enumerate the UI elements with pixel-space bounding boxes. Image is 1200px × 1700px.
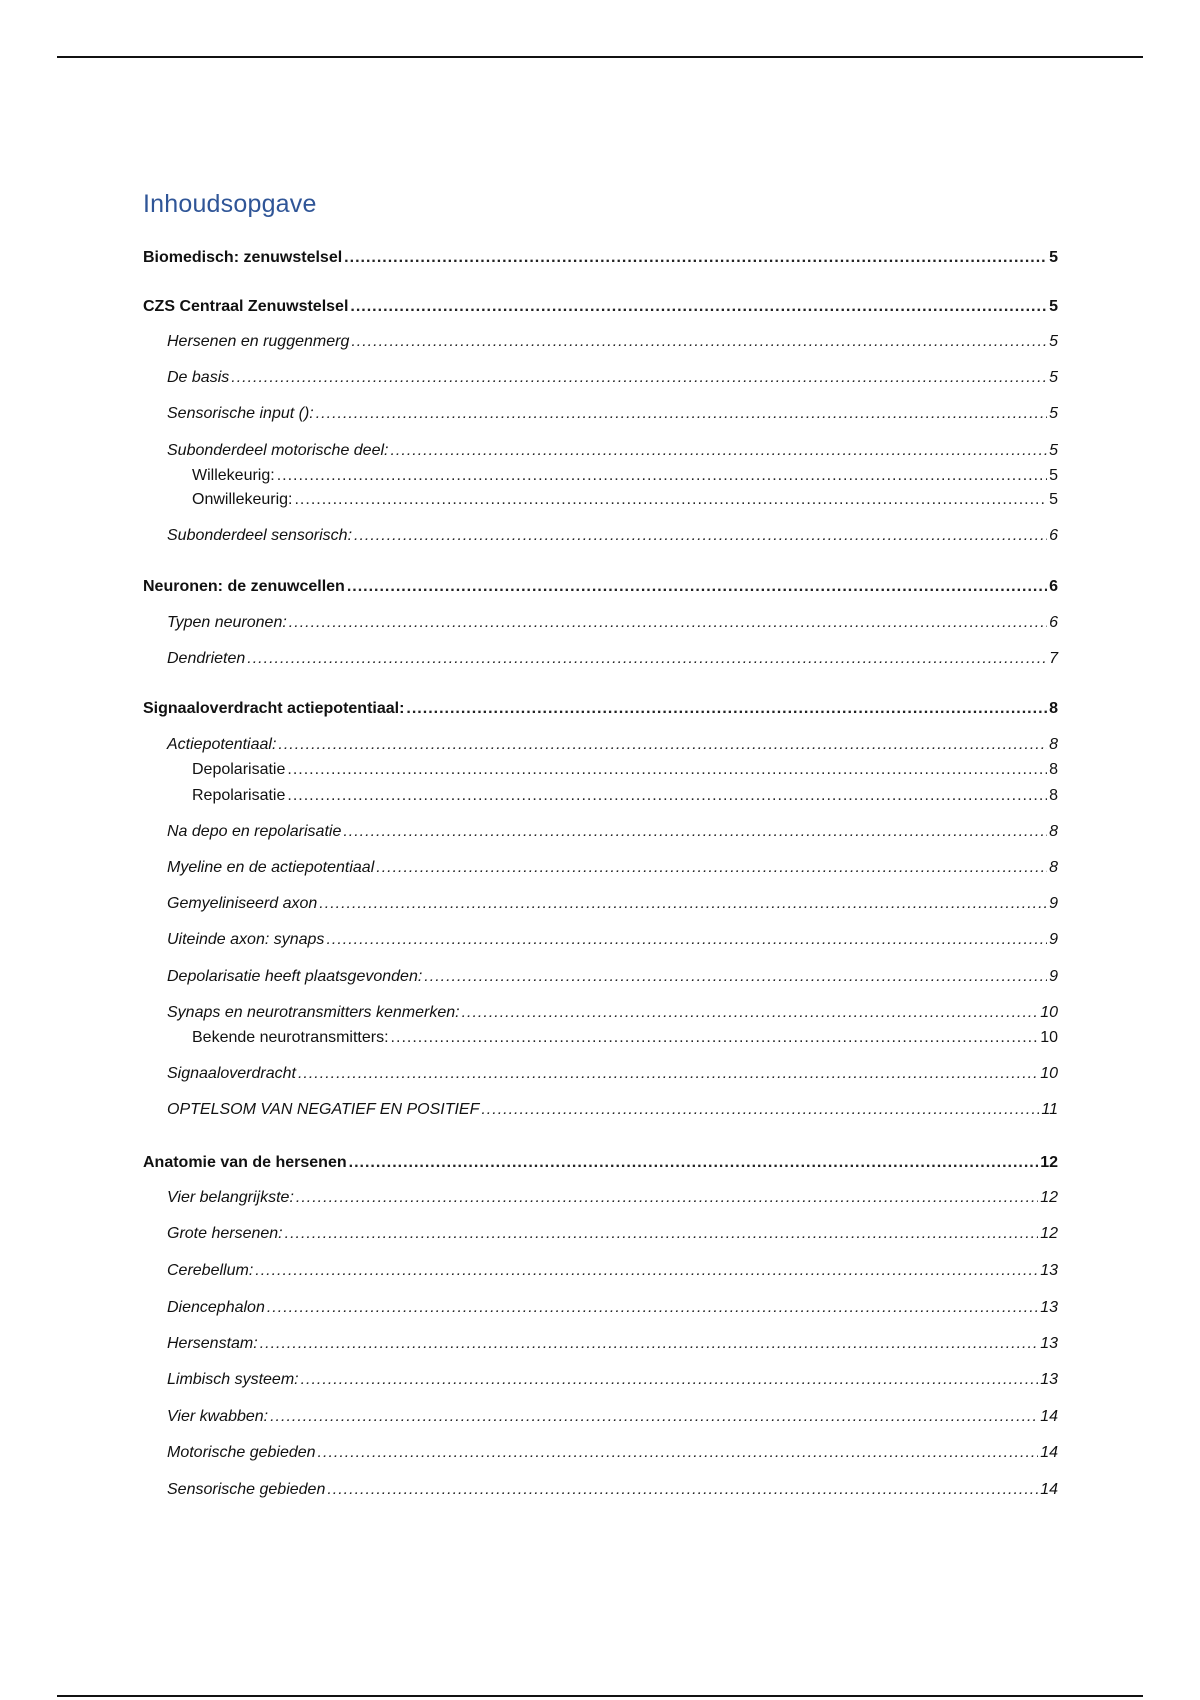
toc-entry-page: 5 [1049, 333, 1058, 350]
toc-entry-page: 9 [1049, 895, 1058, 912]
toc-dot-leader [424, 967, 1047, 987]
toc-entry[interactable] [192, 490, 1058, 510]
toc-entry-title: Onwillekeurig: [192, 491, 293, 508]
page-title: Inhoudsopgave [143, 190, 317, 218]
toc-entry-page: 11 [1041, 1101, 1058, 1118]
toc-entry[interactable] [167, 1261, 1058, 1281]
toc-entry-title: Na depo en repolarisatie [167, 823, 342, 840]
toc-entry-page: 9 [1049, 968, 1058, 985]
toc-entry[interactable] [167, 1224, 1058, 1244]
toc-dot-leader [277, 466, 1047, 486]
toc-entry[interactable] [167, 332, 1058, 352]
toc-entry-page: 6 [1049, 527, 1058, 544]
toc-entry-title: Myeline en de actiepotentiaal [167, 859, 375, 876]
toc-dot-leader [296, 1188, 1038, 1208]
toc-entry-page: 9 [1049, 931, 1058, 948]
toc-entry-page: 10 [1040, 1065, 1058, 1082]
toc-entry-title: Depolarisatie heeft plaatsgevonden: [167, 968, 423, 985]
toc-entry-title: Typen neuronen: [167, 614, 287, 631]
toc-entry-title: Hersenen en ruggenmerg [167, 333, 350, 350]
toc-dot-leader [270, 1407, 1038, 1427]
toc-entry-page: 10 [1040, 1004, 1058, 1021]
toc-entry-title: Biomedisch: zenuwstelsel [143, 249, 343, 266]
toc-entry-title: Gemyeliniseerd axon [167, 895, 318, 912]
toc-entry[interactable] [167, 613, 1058, 633]
toc-entry-title: Grote hersenen: [167, 1225, 283, 1242]
toc-entry-title: Diencephalon [167, 1299, 265, 1316]
toc-dot-leader [301, 1370, 1039, 1390]
toc-entry[interactable] [167, 1480, 1058, 1500]
toc-entry[interactable] [167, 1003, 1058, 1023]
toc-entry-page: 12 [1040, 1189, 1058, 1206]
toc-entry-page: 5 [1049, 298, 1058, 315]
toc-entry-title: Sensorische gebieden [167, 1481, 326, 1498]
toc-entry[interactable] [167, 441, 1058, 461]
toc-entry-title: Bekende neurotransmitters: [192, 1029, 389, 1046]
toc-entry-title: Anatomie van de hersenen [143, 1154, 347, 1171]
toc-entry[interactable] [192, 466, 1058, 486]
toc-dot-leader [347, 577, 1047, 597]
toc-entry-page: 12 [1040, 1154, 1058, 1171]
toc-entry-title: Actiepotentiaal: [167, 736, 277, 753]
toc-entry[interactable] [167, 967, 1058, 987]
toc-dot-leader [390, 441, 1047, 461]
toc-entry-page: 5 [1049, 249, 1058, 266]
toc-entry-page: 6 [1049, 614, 1058, 631]
toc-entry[interactable] [143, 297, 1058, 317]
toc-entry-title: Willekeurig: [192, 467, 275, 484]
toc-entry-title: Neuronen: de zenuwcellen [143, 578, 345, 595]
toc-entry-page: 8 [1049, 859, 1058, 876]
toc-entry[interactable] [167, 930, 1058, 950]
toc-dot-leader [327, 1480, 1038, 1500]
toc-entry[interactable] [192, 786, 1058, 806]
toc-entry[interactable] [167, 368, 1058, 388]
toc-entry-title: Subonderdeel motorische deel: [167, 442, 389, 459]
toc-entry[interactable] [192, 1028, 1058, 1048]
toc-entry[interactable] [192, 760, 1058, 780]
toc-dot-leader [354, 526, 1047, 546]
toc-entry-title: Vier kwabben: [167, 1408, 269, 1425]
toc-dot-leader [376, 858, 1047, 878]
toc-entry[interactable] [167, 404, 1058, 424]
toc-entry[interactable] [167, 1370, 1058, 1390]
toc-entry[interactable] [143, 699, 1058, 719]
header-rule [57, 56, 1143, 58]
toc-dot-leader [319, 894, 1047, 914]
toc-entry-title: Sensorische input (): [167, 405, 314, 422]
toc-entry-page: 8 [1049, 823, 1058, 840]
toc-dot-leader [267, 1298, 1038, 1318]
toc-dot-leader [391, 1028, 1039, 1048]
toc-entry[interactable] [167, 649, 1058, 669]
toc-entry-page: 8 [1049, 787, 1058, 804]
toc-entry-page: 5 [1049, 405, 1058, 422]
toc-entry[interactable] [167, 1407, 1058, 1427]
toc-entry[interactable] [143, 577, 1058, 597]
toc-entry[interactable] [167, 858, 1058, 878]
toc-entry-page: 13 [1040, 1262, 1058, 1279]
toc-dot-leader [231, 368, 1047, 388]
toc-dot-leader [343, 822, 1047, 842]
toc-entry-title: Dendrieten [167, 650, 246, 667]
toc-entry[interactable] [167, 1298, 1058, 1318]
toc-entry[interactable] [167, 822, 1058, 842]
toc-dot-leader [350, 297, 1047, 317]
toc-entry[interactable] [143, 248, 1058, 268]
toc-entry[interactable] [167, 735, 1058, 755]
toc-entry-page: 7 [1049, 650, 1058, 667]
toc-entry[interactable] [143, 1153, 1058, 1173]
toc-entry-title: Vier belangrijkste: [167, 1189, 294, 1206]
toc-entry-page: 8 [1049, 761, 1058, 778]
toc-entry-page: 13 [1040, 1371, 1058, 1388]
toc-entry-title: Signaaloverdracht [167, 1065, 296, 1082]
toc-entry-title: Repolarisatie [192, 787, 286, 804]
toc-dot-leader [247, 649, 1047, 669]
toc-dot-leader [462, 1003, 1039, 1023]
toc-entry[interactable] [167, 1334, 1058, 1354]
toc-dot-leader [287, 786, 1047, 806]
toc-dot-leader [344, 248, 1047, 268]
toc-dot-leader [326, 930, 1047, 950]
toc-entry-page: 14 [1040, 1481, 1058, 1498]
toc-entry[interactable] [167, 1443, 1058, 1463]
toc-entry[interactable] [167, 894, 1058, 914]
toc-dot-leader [289, 613, 1047, 633]
toc-entry[interactable] [167, 526, 1058, 546]
toc-entry-title: Signaaloverdracht actiepotentiaal: [143, 700, 405, 717]
toc-entry-page: 13 [1040, 1335, 1058, 1352]
toc-dot-leader [285, 1224, 1039, 1244]
toc-entry-page: 5 [1049, 467, 1058, 484]
toc-dot-leader [298, 1064, 1038, 1084]
toc-entry-title: Uiteinde axon: synaps [167, 931, 325, 948]
toc-entry-title: Subonderdeel sensorisch: [167, 527, 353, 544]
toc-entry-page: 14 [1040, 1408, 1058, 1425]
toc-entry-title: De basis [167, 369, 230, 386]
toc-entry-title: Limbisch systeem: [167, 1371, 299, 1388]
toc-entry-page: 8 [1049, 736, 1058, 753]
toc-dot-leader [481, 1100, 1039, 1120]
toc-dot-leader [406, 699, 1047, 719]
toc-entry-page: 5 [1049, 491, 1058, 508]
toc-entry-page: 10 [1040, 1029, 1058, 1046]
toc-entry-page: 13 [1040, 1299, 1058, 1316]
toc-entry[interactable] [167, 1188, 1058, 1208]
toc-dot-leader [318, 1443, 1039, 1463]
toc-entry-title: CZS Centraal Zenuwstelsel [143, 298, 349, 315]
footer-rule [57, 1695, 1143, 1697]
toc-entry-page: 5 [1049, 369, 1058, 386]
toc-entry-page: 8 [1049, 700, 1058, 717]
toc-entry[interactable] [167, 1100, 1058, 1120]
toc-dot-leader [316, 404, 1047, 424]
toc-dot-leader [287, 760, 1047, 780]
toc-entry-page: 12 [1040, 1225, 1058, 1242]
toc-entry-title: Synaps en neurotransmitters kenmerken: [167, 1004, 460, 1021]
toc-entry-page: 5 [1049, 442, 1058, 459]
toc-entry-title: Motorische gebieden [167, 1444, 316, 1461]
toc-dot-leader [255, 1261, 1038, 1281]
toc-dot-leader [351, 332, 1047, 352]
toc-entry-title: OPTELSOM VAN NEGATIEF EN POSITIEF [167, 1101, 480, 1118]
toc-entry-page: 6 [1049, 578, 1058, 595]
toc-entry-page: 14 [1040, 1444, 1058, 1461]
toc-entry-title: Depolarisatie [192, 761, 286, 778]
toc-dot-leader [260, 1334, 1039, 1354]
toc-dot-leader [294, 490, 1047, 510]
toc-entry[interactable] [167, 1064, 1058, 1084]
toc-entry-title: Hersenstam: [167, 1335, 258, 1352]
toc-dot-leader [278, 735, 1047, 755]
toc-entry-title: Cerebellum: [167, 1262, 254, 1279]
toc-dot-leader [349, 1153, 1039, 1173]
